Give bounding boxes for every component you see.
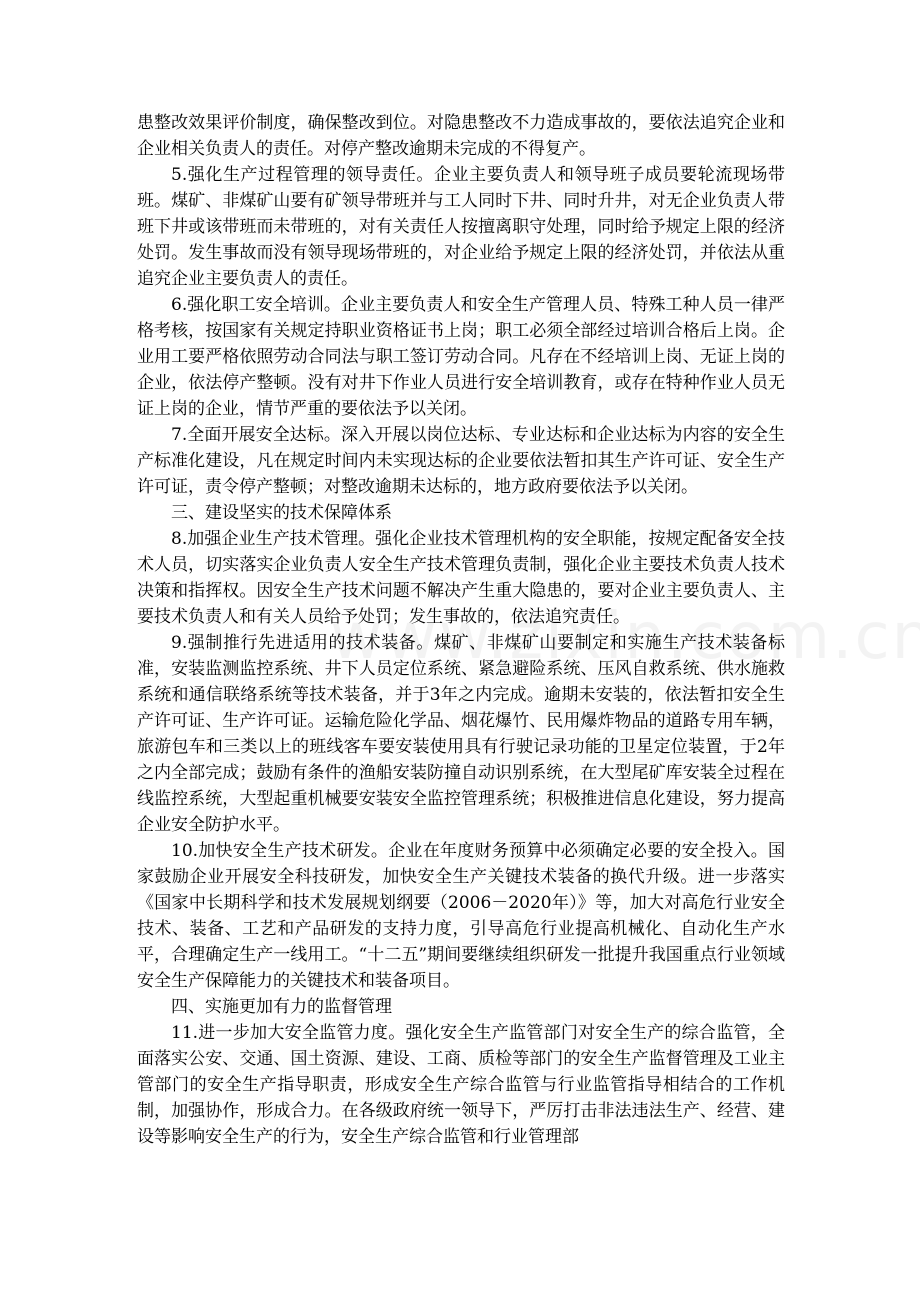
document-page <box>137 110 785 1150</box>
paragraph-continuation: 患整改效果评价制度，确保整改到位。对隐患整改不力造成事故的，要依法追究企业和企业相关负责人的责任。对停产整改逾期未完成的不得复产。 <box>137 113 785 159</box>
paragraph-item-11: 11.进一步加大安全监管力度。强化安全生产监管部门对安全生产的综合监管，全面落实公安、交通、国土资源、建设、工商、质检等部门的安全生产监督管理及工业主管部门的安全生产指导职责，形成安全生产综合监管与行业监管指导相结合的工作机制，加强协作，形成合力。在各级政府统一领导下，严厉打击非法违法生产、经营、建设等影响安全生产的行为，安全生产综合监管和行业管理部 <box>137 1023 785 1147</box>
section-heading-3: 三、建设坚实的技术保障体系 <box>171 503 392 523</box>
paragraph-item-8: 8.加强企业生产技术管理。强化企业技术管理机构的安全职能，按规定配备安全技术人员，切实落实企业负责人安全生产技术管理负责制，强化企业主要技术负责人技术决策和指挥权。因安全生产技术问题不解决产生重大隐患的，要对企业主要负责人、主要技术负责人和有关人员给予处罚；发生事故的，依法追究责任。 <box>137 529 785 627</box>
paragraph-item-7: 7.全面开展安全达标。深入开展以岗位达标、专业达标和企业达标为内容的安全生产标准化建设，凡在规定时间内未实现达标的企业要依法暂扣其生产许可证、安全生产许可证，责令停产整顿；对整改逾期未达标的，地方政府要依法予以关闭。 <box>137 425 785 497</box>
paragraph-item-9: 9.强制推行先进适用的技术装备。煤矿、非煤矿山要制定和实施生产技术装备标准，安装监测监控系统、井下人员定位系统、紧急避险系统、压风自救系统、供水施救系统和通信联络系统等技术装备，并于3年之内完成。逾期未安装的，依法暂扣安全生产许可证、生产许可证。运输危险化学品、烟花爆竹、民用爆炸物品的道路专用车辆，旅游包车和三类以上的班线客车要安装使用具有行驶记录功能的卫星定位装置，于2年之内全部完成；鼓励有条件的渔船安装防撞自动识别系统，在大型尾矿库安装全过程在线监控系统，大型起重机械要安装安全监控管理系统；积极推进信息化建设，努力提高企业安全防护水平。 <box>137 633 785 835</box>
section-heading-4: 四、实施更加有力的监督管理 <box>171 997 392 1017</box>
paragraph-item-6: 6.强化职工安全培训。企业主要负责人和安全生产管理人员、特殊工种人员一律严格考核，按国家有关规定持职业资格证书上岗；职工必须全部经过培训合格后上岗。企业用工要严格依照劳动合同法与职工签订劳动合同。凡存在不经培训上岗、无证上岗的企业，依法停产整顿。没有对井下作业人员进行安全培训教育，或存在特种作业人员无证上岗的企业，情节严重的要依法予以关闭。 <box>137 295 785 419</box>
paragraph-item-5: 5.强化生产过程管理的领导责任。企业主要负责人和领导班子成员要轮流现场带班。煤矿、非煤矿山要有矿领导带班并与工人同时下井、同时升井，对无企业负责人带班下井或该带班而未带班的，对有关责任人按擅离职守处理，同时给予规定上限的经济处罚。发生事故而没有领导现场带班的，对企业给予规定上限的经济处罚，并依法从重追究企业主要负责人的责任。 <box>137 165 785 289</box>
paragraph-item-10: 10.加快安全生产技术研发。企业在年度财务预算中必须确定必要的安全投入。国家鼓励企业开展安全科技研发，加快安全生产关键技术装备的换代升级。进一步落实《国家中长期科学和技术发展规划纲要（2006－2020年）》等，加大对高危行业安全技术、装备、工艺和产品研发的支持力度，引导高危行业提高机械化、自动化生产水平，合理确定生产一线用工。“十二五”期间要继续组织研发一批提升我国重点行业领域安全生产保障能力的关键技术和装备项目。 <box>137 841 785 991</box>
